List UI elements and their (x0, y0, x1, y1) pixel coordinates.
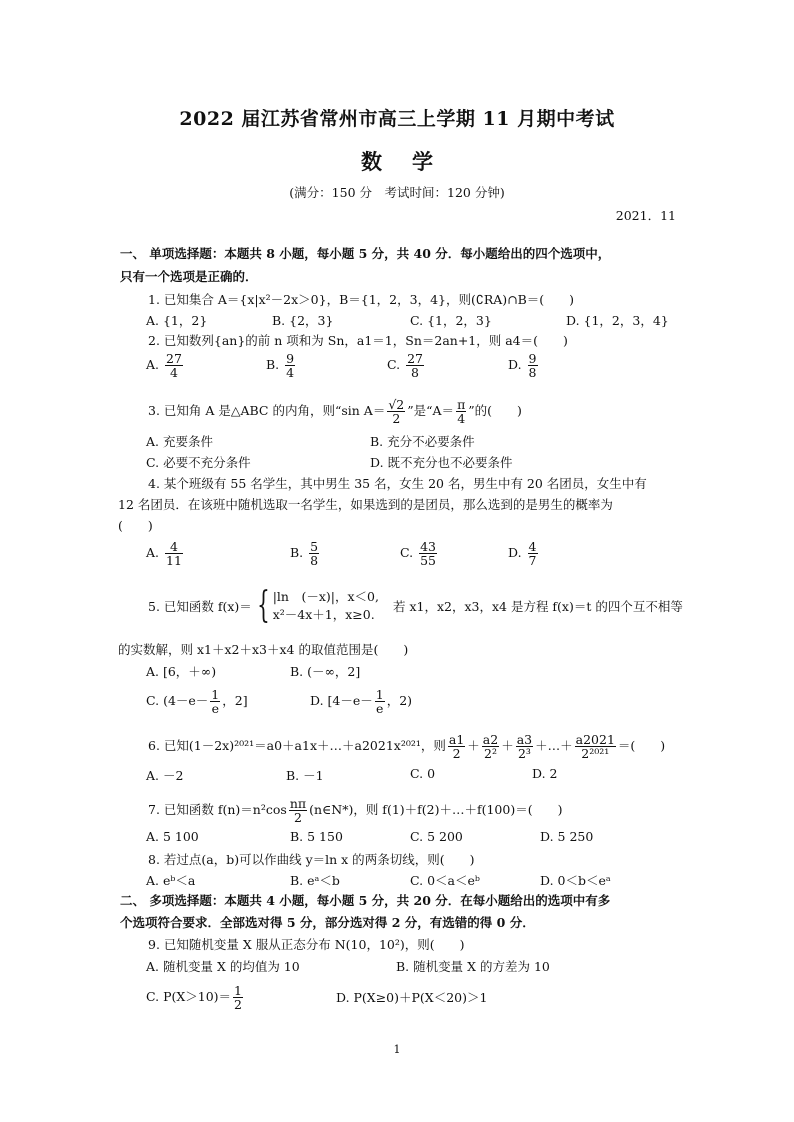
fraction: $\frac{a1}{2}$ (448, 732, 465, 762)
q5-option-a: A. [6，＋∞) (146, 664, 217, 679)
q8-option-b: B. eᵃ＜b (290, 873, 340, 888)
piecewise-function: { |ln (－x)|，x＜0, x²－4x＋1，x≥0. (256, 585, 379, 627)
q9-stem: 9. 已知随机变量 X 服从正态分布 N(10，10²)，则( ) (148, 937, 465, 952)
q5-stem-line2: 的实数解，则 x1＋x2＋x3＋x4 的取值范围是( ) (118, 642, 409, 657)
q6-option-c: C. 0 (410, 766, 436, 781)
q1-option-a: A. {1，2} (146, 313, 208, 328)
q9-option-d: D. P(X≥0)＋P(X＜20)＞1 (336, 990, 488, 1005)
fraction: $\frac{4}{7}$ (528, 539, 537, 569)
section1-heading-line2: 只有一个选项是正确的． (120, 269, 258, 284)
q7-option-a: A. 5 100 (146, 829, 199, 844)
fraction: $\frac{27}{8}$ (407, 351, 423, 381)
q2-option-a: A. $\frac{27}{4}$ (146, 351, 182, 381)
q8-option-a: A. eᵇ＜a (146, 873, 196, 888)
fraction: $\frac{a3}{\text{2³}}$ (516, 732, 533, 762)
q2-option-b: B. $\frac{9}{4}$ (266, 351, 295, 381)
fraction: $\frac{4}{11}$ (166, 539, 182, 569)
section2-heading-line2: 个选项符合要求．全部选对得 5 分，部分选对得 2 分，有选错的得 0 分． (120, 915, 535, 930)
q7-stem: 7. 已知函数 f(n)＝n²cos $\frac{n\pi}{2}$ (n∈N*)，则 f(1)＋f(2)＋…＋f(100)＝( ) (148, 796, 563, 826)
q3-option-a: A. 充要条件 (146, 434, 213, 449)
q1-option-d: D. {1，2，3，4} (566, 313, 669, 328)
fraction: $\frac{9}{8}$ (528, 351, 537, 381)
q5-option-c: C. (4－e－ $\frac{1}{e}$ ，2] (146, 687, 248, 717)
section2-heading-line1: 二、 多项选择题：本题共 4 小题，每小题 5 分，共 20 分．在每小题给出的选项中有多 (120, 893, 611, 908)
q4-stem-line1: 4. 某个班级有 55 名学生，其中男生 35 名，女生 20 名，男生中有 20 名团员，女生中有 (148, 476, 647, 491)
q3-option-d: D. 既不充分也不必要条件 (370, 455, 513, 470)
fraction: $\frac{27}{4}$ (166, 351, 182, 381)
q8-option-d: D. 0＜b＜eᵃ (540, 873, 611, 888)
q8-option-c: C. 0＜a＜eᵇ (410, 873, 480, 888)
q5-stem: 5. 已知函数 f(x)＝ { |ln (－x)|，x＜0, x²－4x＋1，x≥0. 若 x1，x2，x3，x4 是方程 f(x)＝t 的四个互不相等 (148, 585, 683, 627)
q4-option-b: B. $\frac{5}{8}$ (290, 539, 319, 569)
exam-date: 2021．11 (615, 208, 676, 223)
exam-title: 2022 届江苏省常州市高三上学期 11 月期中考试 (179, 108, 615, 130)
q7-option-d: D. 5 250 (540, 829, 594, 844)
q3-option-c: C. 必要不充分条件 (146, 455, 251, 470)
fraction: $\frac{\pi}{4}$ (457, 397, 466, 427)
fraction: $\frac{1}{2}$ (234, 983, 242, 1013)
fraction: $\frac{43}{55}$ (420, 539, 436, 569)
q3-option-b: B. 充分不必要条件 (370, 434, 475, 449)
q7-option-b: B. 5 150 (290, 829, 343, 844)
q9-option-c: C. P(X＞10)＝ $\frac{1}{2}$ (146, 983, 242, 1013)
fraction: $\frac{9}{4}$ (286, 351, 295, 381)
q6-stem: 6. 已知(1－2x)²⁰²¹＝a0＋a1x＋…＋a2021x²⁰²¹，则 $\frac{a1}{2}$ ＋ $\frac{a2}{\text{2²}}$ ＋ $\frac{a3}{\text{2³}}$ ＋…＋ $\frac{a2021}{\text{2²⁰²¹}}$ ＝( ) (148, 732, 666, 762)
fraction: $\frac{1}{e}$ (375, 687, 384, 717)
fraction: $\frac{n\pi}{2}$ (289, 796, 307, 826)
fraction: $\frac{a2}{\text{2²}}$ (482, 732, 499, 762)
exam-meta: (满分：150 分 考试时间：120 分钟) (289, 185, 505, 200)
q9-option-b: B. 随机变量 X 的方差为 10 (396, 959, 550, 974)
q4-option-c: C. $\frac{43}{55}$ (400, 539, 436, 569)
q2-option-c: C. $\frac{27}{8}$ (387, 351, 423, 381)
q1-stem: 1. 已知集合 A＝{x|x²－2x＞0}，B＝{1，2，3，4}，则(∁RA)∩B＝( ) (148, 292, 575, 307)
q5-option-b: B. (－∞，2] (290, 664, 361, 679)
q9-option-a: A. 随机变量 X 的均值为 10 (146, 959, 300, 974)
subject-heading: 数学 (361, 149, 463, 174)
q4-option-a: A. $\frac{4}{11}$ (146, 539, 182, 569)
q3-stem: 3. 已知角 A 是△ABC 的内角，则“sin A＝ $\frac{√2}{2}$ ”是“A＝ $\frac{\pi}{4}$ ”的( ) (148, 397, 522, 427)
fraction: $\frac{1}{e}$ (211, 687, 220, 717)
q4-stem-line2: 12 名团员．在该班中随机选取一名学生，如果选到的是团员，那么选到的是男生的概率为 (118, 497, 613, 512)
page-number: 1 (393, 1043, 401, 1056)
q6-option-b: B. －1 (286, 768, 324, 783)
fraction: $\frac{a2021}{\text{2²⁰²¹}}$ (575, 732, 615, 762)
q5-option-d: D. [4－e－ $\frac{1}{e}$ ，2) (310, 687, 413, 717)
q6-option-d: D. 2 (532, 766, 558, 781)
q2-option-d: D. $\frac{9}{8}$ (508, 351, 537, 381)
q4-option-d: D. $\frac{4}{7}$ (508, 539, 537, 569)
q4-stem-line3: ( ) (118, 518, 153, 533)
q1-option-c: C. {1，2，3} (410, 313, 492, 328)
fraction: $\frac{5}{8}$ (310, 539, 319, 569)
q7-option-c: C. 5 200 (410, 829, 463, 844)
q2-stem: 2. 已知数列{an}的前 n 项和为 Sn，a1＝1，Sn＝2an+1，则 a4＝( ) (148, 333, 568, 348)
q6-option-a: A. －2 (146, 768, 184, 783)
q8-stem: 8. 若过点(a，b)可以作曲线 y＝ln x 的两条切线，则( ) (148, 852, 475, 867)
fraction: $\frac{√2}{2}$ (388, 397, 405, 427)
q1-option-b: B. {2，3} (272, 313, 334, 328)
section1-heading-line1: 一、 单项选择题：本题共 8 小题，每小题 5 分，共 40 分．每小题给出的四个选项中， (120, 246, 611, 261)
